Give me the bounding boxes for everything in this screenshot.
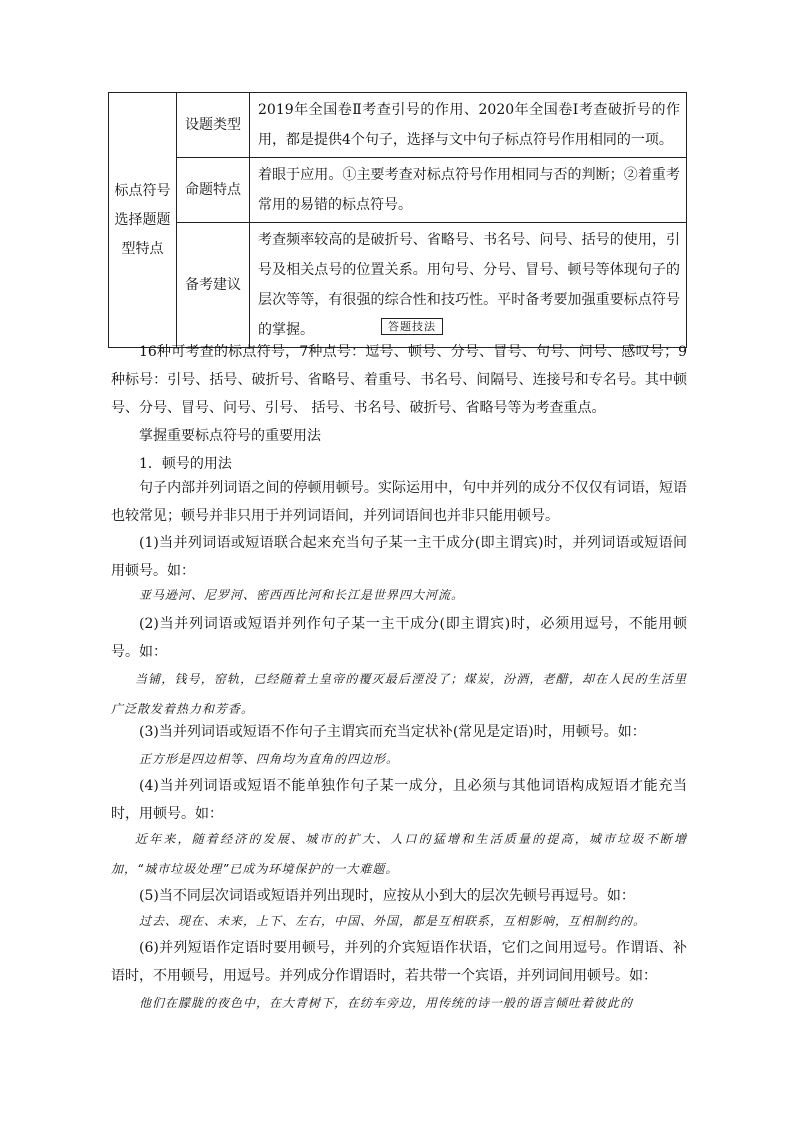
- example-5: 过去、现在、未来，上下、左右，中国、外国，都是互相联系，互相影响，互相制约的。: [139, 914, 647, 928]
- question-type-table: [108, 92, 687, 348]
- example-4: 近年来，随着经济的发展、城市的扩大、人口的猛增和生活质量的提高，城市垃圾不断增加，“城市垃圾处理”已成为环境保护的一大难题。: [111, 832, 687, 876]
- rule-4: (4)当并列词语或短语不能单独作句子某一成分，且必须与其他词语构成短语才能充当时，用顿号。如：: [111, 778, 687, 822]
- section-label: 答题技法: [381, 318, 443, 335]
- example-6: 他们在朦胧的夜色中，在大青树下，在纺车旁边，用传统的诗一般的语言倾吐着彼此的: [139, 996, 634, 1010]
- example-1: 亚马逊河、尼罗河、密西西比河和长江是世界四大河流。: [139, 588, 465, 602]
- example-3: 正方形是四边相等、四角均为直角的四边形。: [139, 752, 400, 766]
- subheading: 掌握重要标点符号的重要用法: [139, 428, 321, 444]
- row-content: 2019年全国卷Ⅱ考查引号的作用、2020年全国卷Ⅰ考查破折号的作用，都是提供4个句子，选择与文中句子标点符号作用相同的一项。: [250, 93, 687, 158]
- row-label: 备考建议: [177, 223, 250, 348]
- rule-1: (1)当并列词语或短语联合起来充当句子某一主干成分(即主谓宾)时，并列词语或短语间用顿号。如：: [111, 535, 687, 579]
- rule-6: (6)并列短语作定语时要用顿号，并列的介宾短语作状语，它们之间用逗号。作谓语、补语时，不用顿号，用逗号。并列成分作谓语时，若共带一个宾语，并列词间用顿号。如：: [111, 940, 687, 984]
- row-label: 设题类型: [177, 93, 250, 158]
- table-row: [109, 158, 687, 223]
- intro-paragraph: 16种可考查的标点符号，7种点号：逗号、顿号、分号、冒号、句号、问号、感叹号；9种标号：引号、括号、破折号、省略号、着重号、书名号、间隔号、连接号和专名号。其中顿号、分号、冒号、问号、引号、 括号、书名号、破折号、省略号等为考查重点。: [111, 344, 687, 416]
- row-content: 着眼于应用。①主要考查对标点符号作用相同与否的判断；②着重考常用的易错的标点符号。: [250, 158, 687, 223]
- rule-3: (3)当并列词语或短语不作句子主谓宾而充当定状补(常见是定语)时，用顿号。如：: [139, 724, 646, 740]
- rule-5: (5)当不同层次词语或短语并列出现时，应按从小到大的层次先顿号再逗号。如：: [139, 888, 635, 904]
- row-content: 考查频率较高的是破折号、省略号、书名号、问号、括号的使用，引号及相关点号的位置关系。用句号、分号、冒号、顿号等体现句子的层次等等，有很强的综合性和技巧性。平时备考要加强重要标点符号的掌握。: [250, 223, 687, 348]
- category-cell: 标点符号选择题题型特点: [109, 93, 177, 348]
- section-heading: 1．顿号的用法: [139, 456, 232, 472]
- row-label: 命题特点: [177, 158, 250, 223]
- table-row: [109, 93, 687, 158]
- body-paragraph: 句子内部并列词语之间的停顿用顿号。实际运用中，句中并列的成分不仅仅有词语，短语也较常见；顿号并非只用于并列词语间，并列词语间也并非只能用顿号。: [111, 480, 687, 524]
- example-2: 当铺，钱号，窑轨，已经随着土皇帝的覆灭最后湮没了；煤炭，汾酒，老醋，却在人民的生活里广泛散发着热力和芳香。: [111, 672, 687, 716]
- rule-2: (2)当并列词语或短语并列作句子某一主干成分(即主谓宾)时，必须用逗号，不能用顿号。如：: [111, 616, 687, 660]
